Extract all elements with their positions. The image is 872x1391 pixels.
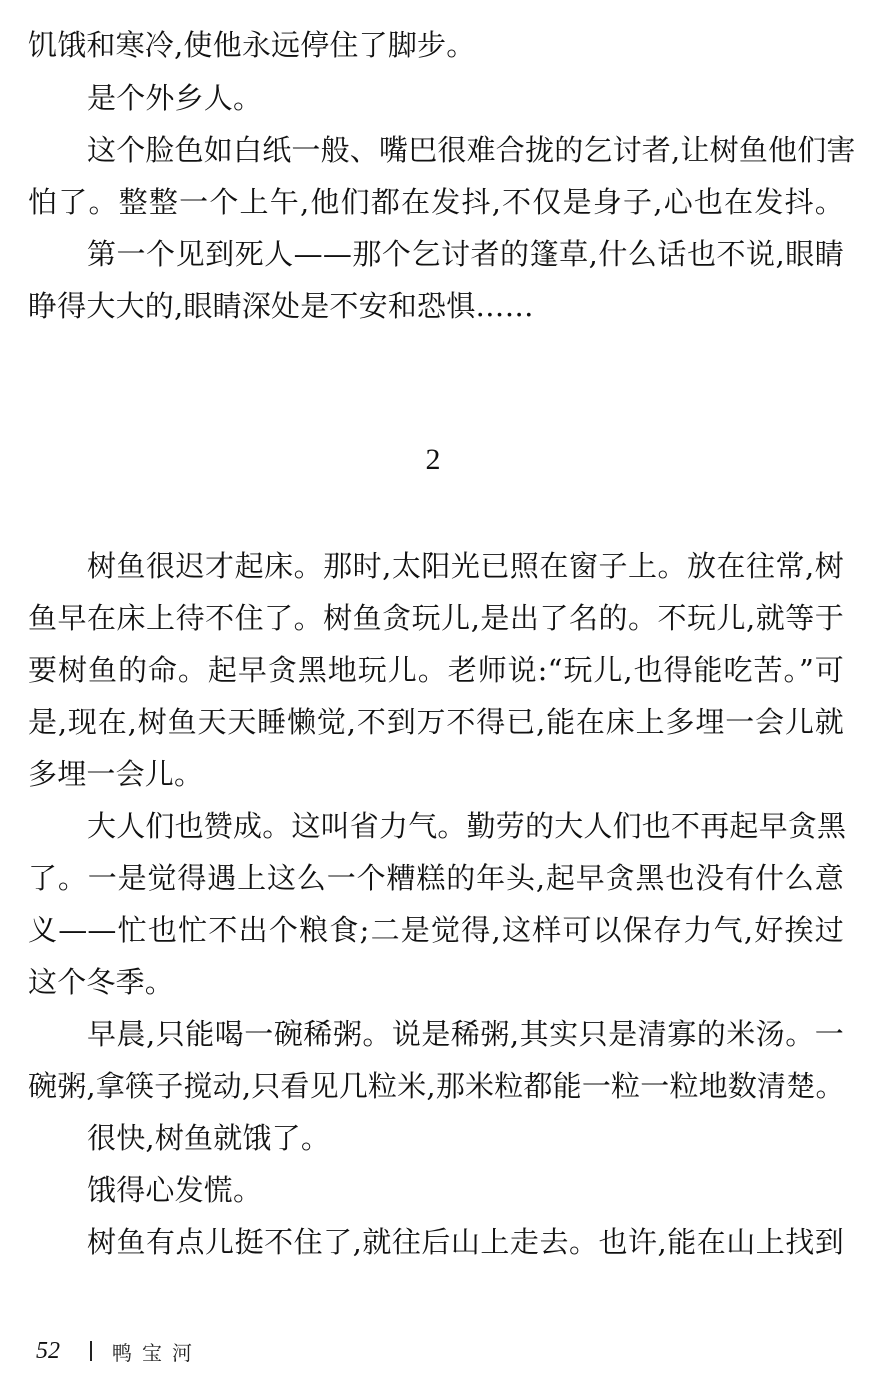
text-line: 饿得心发慌。: [87, 1173, 263, 1207]
text-line: 这个冬季。: [28, 965, 175, 999]
text-line: 第一个见到死人——那个乞讨者的篷草,什么话也不说,眼睛: [87, 237, 844, 271]
text-line: 树鱼很迟才起床。那时,太阳光已照在窗子上。放在往常,树: [87, 549, 844, 583]
text-line: 碗粥,拿筷子搅动,只看见几粒米,那米粒都能一粒一粒地数清楚。: [28, 1069, 845, 1103]
text-line: 饥饿和寒冷,使他永远停住了脚步。: [28, 28, 476, 62]
page-number: 52: [36, 1337, 60, 1364]
text-line: 早晨,只能喝一碗稀粥。说是稀粥,其实只是清寡的米汤。一: [87, 1017, 844, 1051]
text-line: 鱼早在床上待不住了。树鱼贪玩儿,是出了名的。不玩儿,就等于: [28, 601, 844, 635]
section-number: 2: [425, 443, 441, 476]
book-title: 鸭宝河: [112, 1340, 202, 1365]
text-line: 很快,树鱼就饿了。: [87, 1121, 331, 1155]
text-line: 要树鱼的命。起早贪黑地玩儿。老师说:“玩儿,也得能吃苦。”可: [28, 653, 844, 687]
text-line: 了。一是觉得遇上这么一个糟糕的年头,起早贪黑也没有什么意: [28, 861, 844, 895]
footer-divider: [90, 1341, 92, 1361]
text-line: 多埋一会儿。: [28, 757, 204, 791]
text-line: 睁得大大的,眼睛深处是不安和恐惧……: [28, 289, 534, 323]
text-line: 是,现在,树鱼天天睡懒觉,不到万不得已,能在床上多埋一会儿就: [28, 705, 844, 739]
text-line: 树鱼有点儿挺不住了,就往后山上走去。也许,能在山上找到: [87, 1225, 844, 1259]
page-footer: [36, 1333, 202, 1369]
text-line: 怕了。整整一个上午,他们都在发抖,不仅是身子,心也在发抖。: [28, 185, 844, 219]
text-line: 义——忙也忙不出个粮食;二是觉得,这样可以保存力气,好挨过: [28, 913, 844, 947]
text-line: 这个脸色如白纸一般、嘴巴很难合拢的乞讨者,让树鱼他们害: [87, 133, 856, 167]
text-line: 是个外乡人。: [87, 81, 263, 115]
text-line: 大人们也赞成。这叫省力气。勤劳的大人们也不再起早贪黑: [87, 809, 847, 843]
